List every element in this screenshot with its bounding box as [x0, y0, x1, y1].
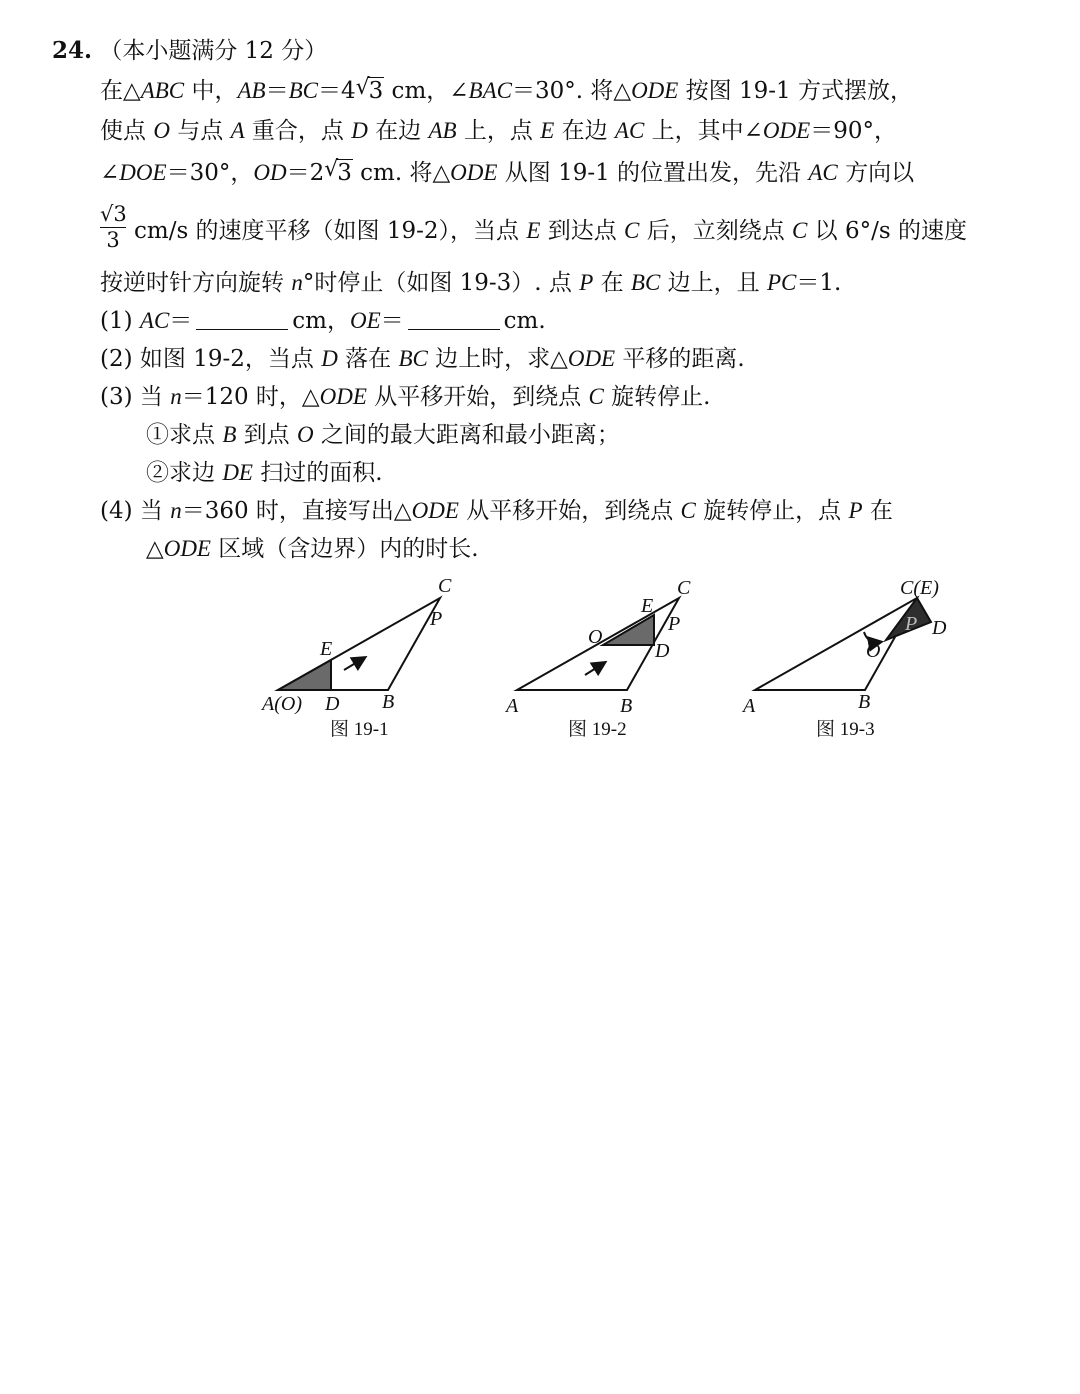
- text: ∠: [100, 160, 120, 186]
- motion-arrow: [344, 658, 364, 670]
- text: (1): [100, 308, 140, 334]
- math-var: B: [222, 422, 237, 447]
- math-var: DOE: [119, 160, 167, 185]
- label-c-e: C(E): [900, 577, 939, 599]
- text: °时停止（如图 19-3）. 点: [302, 270, 580, 296]
- label-a: A: [506, 695, 519, 717]
- math-var: O: [153, 118, 170, 143]
- math-var: OE: [349, 308, 381, 333]
- triangle-ode-shaded: [603, 615, 654, 645]
- fraction-denominator: 3: [106, 228, 120, 252]
- text: (2) 如图 19-2，当点: [100, 346, 322, 372]
- text: 在: [593, 270, 631, 296]
- text: 平移的距离.: [615, 346, 745, 372]
- figure-19-3: [755, 598, 931, 690]
- text: ＝: [265, 78, 289, 104]
- text: 在边: [554, 118, 615, 144]
- text: ＝120 时，△: [181, 384, 320, 410]
- math-var: D: [351, 118, 368, 143]
- caption-fig-19-2: 图 19-2: [568, 719, 627, 740]
- text: ＝30°，: [166, 160, 254, 186]
- text: cm，: [292, 308, 350, 334]
- math-var: ABC: [140, 78, 185, 103]
- math-var: AB: [428, 118, 457, 143]
- text: 上，点: [456, 118, 541, 144]
- math-var: P: [848, 498, 863, 523]
- math-var: C: [792, 218, 808, 243]
- text: ＝1.: [796, 270, 842, 296]
- text: 区域（含边界）内的时长.: [210, 536, 479, 562]
- math-var: n: [170, 498, 182, 523]
- math-var: ODE: [163, 536, 211, 561]
- math-var: ODE: [450, 160, 498, 185]
- text: (4) 当: [100, 498, 171, 524]
- math-var: P: [579, 270, 594, 295]
- text: 重合，点: [244, 118, 352, 144]
- text: 从图 19-1 的位置出发，先沿: [497, 160, 809, 186]
- text: 到点: [236, 422, 297, 448]
- label-p: P: [905, 613, 918, 635]
- math-var: C: [624, 218, 640, 243]
- math-var: C: [680, 498, 696, 523]
- label-d: D: [655, 640, 670, 662]
- text: 上，其中∠: [644, 118, 763, 144]
- text: cm. 将△: [352, 160, 451, 186]
- text: 使点: [100, 118, 154, 144]
- label-b: B: [620, 695, 633, 717]
- math-var: A: [230, 118, 245, 143]
- caption-fig-19-1: 图 19-1: [330, 719, 389, 740]
- text: 旋转停止.: [603, 384, 711, 410]
- label-o: O: [866, 640, 881, 662]
- text: ＝4: [317, 78, 356, 104]
- math-var: E: [540, 118, 555, 143]
- math-var: AC: [808, 160, 838, 185]
- label-d: D: [932, 617, 947, 639]
- text: 与点: [169, 118, 231, 144]
- math-var: AB: [237, 78, 266, 103]
- figure-19-1: [278, 598, 443, 690]
- text: ＝: [169, 308, 193, 334]
- math-var: OD: [253, 160, 287, 185]
- math-var: ODE: [567, 346, 616, 371]
- text: 落在: [337, 346, 399, 372]
- math-var: BC: [630, 270, 661, 295]
- math-var: BC: [288, 78, 318, 103]
- label-a-o: A(O): [262, 693, 302, 715]
- text: cm/s 的速度平移（如图 19-2），当点: [134, 218, 527, 244]
- text: cm.: [503, 308, 546, 334]
- text: 后，立刻绕点: [639, 218, 793, 244]
- label-d: D: [325, 693, 340, 715]
- text: 方向以: [837, 160, 915, 186]
- text: ②求边: [146, 460, 223, 486]
- text: 以 6°/s 的速度: [807, 218, 967, 244]
- fraction-numerator: √3: [100, 202, 127, 226]
- text: 在△: [100, 78, 141, 104]
- text: ＝360 时，直接写出△: [181, 498, 412, 524]
- text: ＝30°. 将△: [511, 78, 632, 104]
- math-var: E: [526, 218, 541, 243]
- motion-arrow: [585, 663, 604, 675]
- math-var: DE: [222, 460, 253, 485]
- label-p: P: [668, 613, 681, 635]
- math-var: ODE: [762, 118, 811, 143]
- math-var: ODE: [319, 384, 367, 409]
- label-p: P: [430, 608, 443, 630]
- text: 按图 19-1 方式摆放，: [678, 78, 913, 104]
- math-var: D: [321, 346, 338, 371]
- text: ＝: [380, 308, 404, 334]
- text: 按逆时针方向旋转: [100, 270, 292, 296]
- label-b: B: [858, 691, 871, 713]
- text: ＝2: [286, 160, 325, 186]
- text: 边上，且: [660, 270, 767, 296]
- caption-fig-19-3: 图 19-3: [816, 719, 875, 740]
- math-var: BAC: [468, 78, 512, 103]
- text: △: [146, 536, 164, 562]
- math-var: AC: [614, 118, 645, 143]
- text: 从平移开始，到绕点: [366, 384, 589, 410]
- math-var: C: [588, 384, 604, 409]
- math-var: PC: [766, 270, 797, 295]
- label-b: B: [382, 691, 395, 713]
- math-var: BC: [398, 346, 428, 371]
- radicand: 3: [368, 78, 384, 104]
- question-points: （本小题满分 12 分）: [99, 38, 328, 64]
- question-number: 24.: [52, 37, 93, 64]
- text: 到达点: [540, 218, 625, 244]
- text: 之间的最大距离和最小距离；: [313, 422, 620, 448]
- triangle-abc: [755, 598, 917, 690]
- math-var: ODE: [631, 78, 679, 103]
- triangle-ode-shaded: [278, 660, 331, 690]
- label-a: A: [743, 695, 756, 717]
- text: cm，∠: [384, 78, 469, 104]
- label-e: E: [320, 638, 333, 660]
- text: (3) 当: [100, 384, 171, 410]
- math-var: AC: [139, 308, 170, 333]
- text: 边上时，求△: [427, 346, 568, 372]
- text: 旋转停止，点: [695, 498, 849, 524]
- text: ＝90°，: [810, 118, 897, 144]
- label-o: O: [588, 626, 603, 648]
- text: 在边: [367, 118, 429, 144]
- math-var: O: [297, 422, 314, 447]
- label-c: C: [677, 577, 691, 599]
- text: 扫过的面积.: [252, 460, 383, 486]
- text: ①求点: [146, 422, 223, 448]
- text: 在: [862, 498, 893, 524]
- sqrt-symbol: √ 3: [324, 157, 352, 186]
- label-e: E: [641, 595, 654, 617]
- math-var: n: [170, 384, 182, 409]
- label-c: C: [438, 575, 452, 597]
- radicand: 3: [337, 160, 352, 186]
- text: 中，: [184, 78, 238, 104]
- math-var: ODE: [411, 498, 459, 523]
- text: 从平移开始，到绕点: [458, 498, 681, 524]
- sqrt-symbol: √ 3: [355, 75, 384, 104]
- math-var: n: [291, 270, 303, 295]
